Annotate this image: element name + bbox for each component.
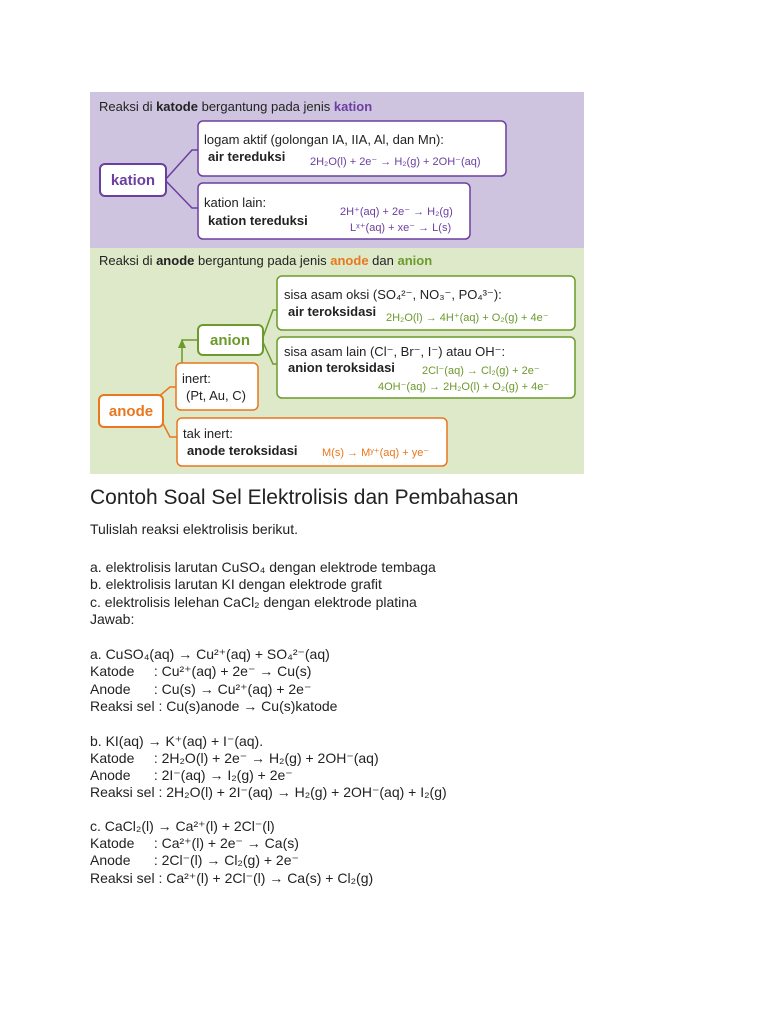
takinert-line1: tak inert: — [183, 426, 233, 441]
answer-c-katode: Katode : Ca²⁺(l) + 2e⁻ → Ca(s) — [90, 835, 299, 851]
lain-line2: anion teroksidasi — [288, 360, 395, 375]
katode-box2-eq1: 2H⁺(aq) + 2e⁻ → H₂(g) — [340, 206, 453, 218]
answer-c-anode: Anode : 2Cl⁻(l) → Cl₂(g) + 2e⁻ — [90, 852, 299, 868]
question-b: b. elektrolisis larutan KI dengan elektrode grafit — [90, 576, 382, 592]
electrolysis-diagram — [90, 92, 584, 474]
answer-b-anode: Anode : 2I⁻(aq) → I₂(g) + 2e⁻ — [90, 767, 293, 783]
katode-box2-line2: kation tereduksi — [208, 213, 308, 228]
answer-a-katode: Katode : Cu²⁺(aq) + 2e⁻ → Cu(s) — [90, 663, 312, 679]
katode-box1-line1: logam aktif (golongan IA, IIA, Al, dan Mn): — [204, 132, 444, 147]
answer-b-cell: Reaksi sel : 2H₂O(l) + 2I⁻(aq) → H₂(g) + 2OH⁻(aq) + I₂(g) — [90, 784, 447, 800]
answer-a-dissociation: a. CuSO₄(aq) → Cu²⁺(aq) + SO₄²⁻(aq) — [90, 646, 330, 662]
anode-node-label: anode — [108, 403, 154, 420]
katode-heading: Reaksi di katode bergantung pada jenis kation — [99, 99, 373, 114]
lain-line1: sisa asam lain (Cl⁻, Br⁻, I⁻) atau OH⁻: — [284, 344, 506, 359]
kation-node-label: kation — [110, 172, 156, 189]
oksi-line1: sisa asam oksi (SO₄²⁻, NO₃⁻, PO₄³⁻): — [284, 287, 502, 302]
inert-line2: (Pt, Au, C) — [186, 388, 246, 403]
takinert-line2: anode teroksidasi — [187, 443, 298, 458]
answer-a-cell: Reaksi sel : Cu(s)anode → Cu(s)katode — [90, 698, 338, 714]
oksi-eq: 2H₂O(l) → 4H⁺(aq) + O₂(g) + 4e⁻ — [386, 312, 549, 324]
article-title: Contoh Soal Sel Elektrolisis dan Pembahasan — [90, 486, 519, 509]
inert-line1: inert: — [182, 371, 211, 386]
answer-b-katode: Katode : 2H₂O(l) + 2e⁻ → H₂(g) + 2OH⁻(aq) — [90, 750, 379, 766]
katode-box2-eq2: Lˣ⁺(aq) + xe⁻ → L(s) — [350, 222, 452, 234]
answer-b-dissociation: b. KI(aq) → K⁺(aq) + I⁻(aq). — [90, 733, 264, 749]
answer-c-dissociation: c. CaCl₂(l) → Ca²⁺(l) + 2Cl⁻(l) — [90, 818, 275, 834]
katode-box2-line1: kation lain: — [204, 195, 267, 210]
lain-eq2: 4OH⁻(aq) → 2H₂O(l) + O₂(g) + 4e⁻ — [378, 381, 550, 393]
lain-eq1: 2Cl⁻(aq) → Cl₂(g) + 2e⁻ — [422, 365, 540, 377]
answer-label: Jawab: — [90, 611, 135, 627]
question-c: c. elektrolisis lelehan CaCl₂ dengan elektrode platina — [90, 594, 417, 610]
instruction-text: Tulislah reaksi elektrolisis berikut. — [90, 521, 298, 537]
katode-box1-eq: 2H₂O(l) + 2e⁻ → H₂(g) + 2OH⁻(aq) — [310, 156, 481, 168]
answer-c-cell: Reaksi sel : Ca²⁺(l) + 2Cl⁻(l) → Ca(s) + Cl₂(g) — [90, 870, 374, 886]
katode-box1-line2: air tereduksi — [208, 149, 286, 164]
answer-a-anode: Anode : Cu(s) → Cu²⁺(aq) + 2e⁻ — [90, 681, 312, 697]
takinert-eq: M(s) → Mʸ⁺(aq) + ye⁻ — [322, 447, 430, 459]
anode-heading: Reaksi di anode bergantung pada jenis anode dan anion — [99, 253, 433, 268]
oksi-line2: air teroksidasi — [288, 304, 377, 319]
question-a: a. elektrolisis larutan CuSO₄ dengan elektrode tembaga — [90, 559, 436, 575]
anion-node-label: anion — [210, 332, 250, 349]
